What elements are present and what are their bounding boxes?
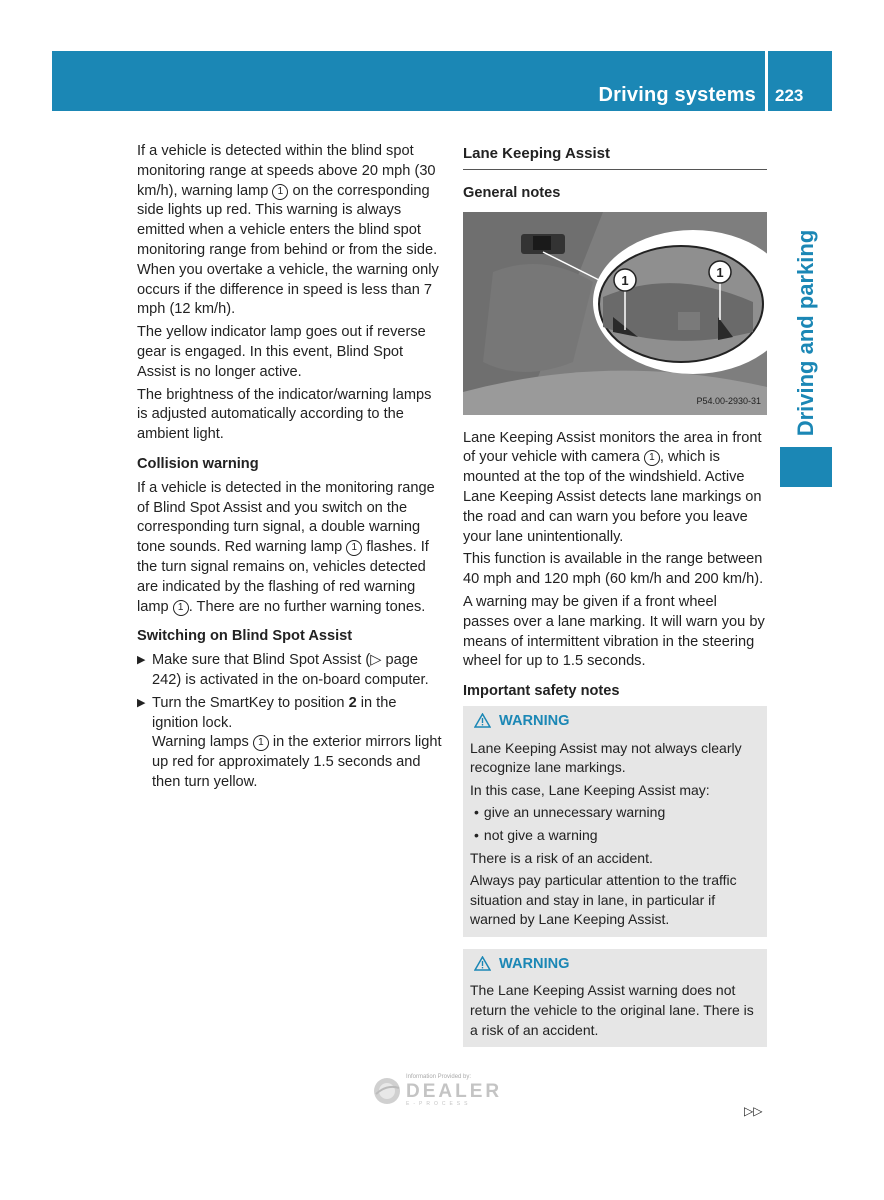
logo-text: DEALER bbox=[406, 1081, 503, 1102]
text: Warning lamps bbox=[152, 734, 253, 751]
callout-number: 1 bbox=[716, 264, 724, 280]
paragraph: This function is available in the range between 40 mph and 120 mph (60 km/h and 200 km/h). bbox=[463, 551, 764, 588]
paragraph bbox=[137, 142, 443, 320]
warning-text: Lane Keeping Assist may not always clearly recognize lane markings. bbox=[470, 739, 742, 776]
logo-subtext: E-PROCESS bbox=[406, 1101, 472, 1107]
warning-title: WARNING bbox=[499, 712, 570, 729]
text: page 242) is activated in the on-board computer. bbox=[152, 652, 429, 688]
callout-1-icon: 1 bbox=[644, 450, 660, 466]
text: in the ignition lock. bbox=[152, 694, 397, 731]
step-item bbox=[137, 694, 443, 793]
warning-box bbox=[463, 706, 767, 937]
callout-1-icon: 1 bbox=[346, 540, 362, 556]
callout-1-icon: 1 bbox=[253, 735, 269, 751]
warning-text: Always pay particular attention to the traffic situation and stay in lane, in particular if warned by Lane Keeping Assist. bbox=[470, 872, 737, 928]
paragraph: The brightness of the indicator/warning lamps is adjusted automatically according to the ambient light. bbox=[137, 386, 432, 443]
right-column bbox=[463, 142, 767, 1059]
paragraph: The yellow indicator lamp goes out if reverse gear is engaged. In this event, Blind Spot Assist is no longer active. bbox=[137, 324, 426, 380]
text: Make sure that Blind Spot Assist ( bbox=[152, 652, 371, 669]
figure-label: P54.00-2930-31 bbox=[696, 395, 761, 406]
heading-important-safety-notes: Important safety notes bbox=[463, 683, 620, 700]
warning-text: The Lane Keeping Assist warning does not return the vehicle to the original lane. There is a risk of an accident. bbox=[470, 982, 754, 1038]
warning-list bbox=[470, 803, 760, 845]
windshield-camera-figure bbox=[463, 212, 767, 415]
warning-heading bbox=[470, 712, 760, 735]
warning-heading bbox=[470, 955, 760, 978]
step-arrow-icon: ▶ bbox=[137, 696, 146, 709]
heading-general-notes: General notes bbox=[463, 184, 561, 201]
next-page-icon: ▷▷ bbox=[744, 1104, 763, 1118]
callout-1-icon: 1 bbox=[272, 184, 288, 200]
text: If a vehicle is detected within the blind spot monitoring range at speeds above 20 mph (30 km/h), warning lamp bbox=[137, 143, 436, 199]
text: flashes. If the turn signal remains on, vehicles detected are indicated by the flashing of red warning lamp bbox=[137, 539, 429, 615]
text: If a vehicle is detected in the monitoring range of Blind Spot Assist and you switch on the corresponding turn signal, a double warning tone sounds. Red warning lamp bbox=[137, 479, 435, 556]
text: Turn the SmartKey to position bbox=[152, 694, 349, 711]
callout-1-icon: 1 bbox=[173, 600, 189, 616]
heading-switching-on: Switching on Blind Spot Assist bbox=[137, 628, 353, 645]
windshield-camera-illustration bbox=[463, 212, 767, 415]
text: in the exterior mirrors light up red for approximately 1.5 seconds and then turn yellow. bbox=[152, 734, 442, 790]
warning-title: WARNING bbox=[499, 955, 570, 972]
page-ref-arrow-icon: ▷ bbox=[370, 652, 382, 669]
warning-text: There is a risk of an accident. bbox=[470, 849, 653, 866]
heading-collision-warning: Collision warning bbox=[137, 455, 259, 472]
logo-caption: Information Provided by: bbox=[406, 1074, 472, 1080]
callout-number: 1 bbox=[621, 272, 629, 288]
warning-text: In this case, Lane Keeping Assist may: bbox=[470, 781, 710, 798]
text: Lane Keeping Assist monitors the area in front of your vehicle with camera bbox=[463, 429, 762, 466]
text: on the corresponding side lights up red. This warning is always emitted when a vehicle enters the blind spot monitoring range from behind or from the side. When you overtake a vehicle, the warning only occurs if the difference in speed is less than 7 mph (12 km/h). bbox=[137, 182, 439, 318]
step-result bbox=[152, 733, 443, 792]
header-bar bbox=[52, 51, 832, 111]
dealer-logo-icon bbox=[372, 1076, 402, 1106]
text: , which is mounted at the top of the windshield. Active Lane Keeping Assist detects lane markings on the road and can warn you before you leave your lane unintentionally. bbox=[463, 449, 762, 545]
left-column bbox=[137, 142, 443, 796]
list-item: • give an unnecessary warning bbox=[474, 803, 760, 823]
dealer-logo bbox=[372, 1072, 504, 1110]
side-tab-label: Driving and parking bbox=[793, 229, 818, 437]
text: . There are no further warning tones. bbox=[188, 598, 426, 615]
list-item: • not give a warning bbox=[474, 826, 760, 846]
header-divider bbox=[765, 51, 768, 111]
warning-triangle-icon bbox=[474, 713, 491, 735]
section-title: Driving systems bbox=[598, 84, 756, 106]
step-arrow-icon: ▶ bbox=[137, 654, 146, 667]
paragraph: A warning may be given if a front wheel passes over a lane marking. It will warn you by means of intermittent vibration in the steering wheel for up to 1.5 seconds. bbox=[463, 593, 765, 670]
step-item bbox=[137, 651, 443, 691]
heading-lane-keeping-assist: Lane Keeping Assist bbox=[463, 142, 767, 170]
side-tab bbox=[780, 222, 832, 444]
warning-triangle-icon bbox=[474, 956, 491, 978]
paragraph bbox=[137, 479, 443, 618]
bold-text: 2 bbox=[348, 694, 357, 711]
paragraph bbox=[463, 429, 767, 548]
page-number: 223 bbox=[775, 86, 804, 105]
warning-box bbox=[463, 949, 767, 1047]
side-tab-marker bbox=[780, 447, 832, 487]
